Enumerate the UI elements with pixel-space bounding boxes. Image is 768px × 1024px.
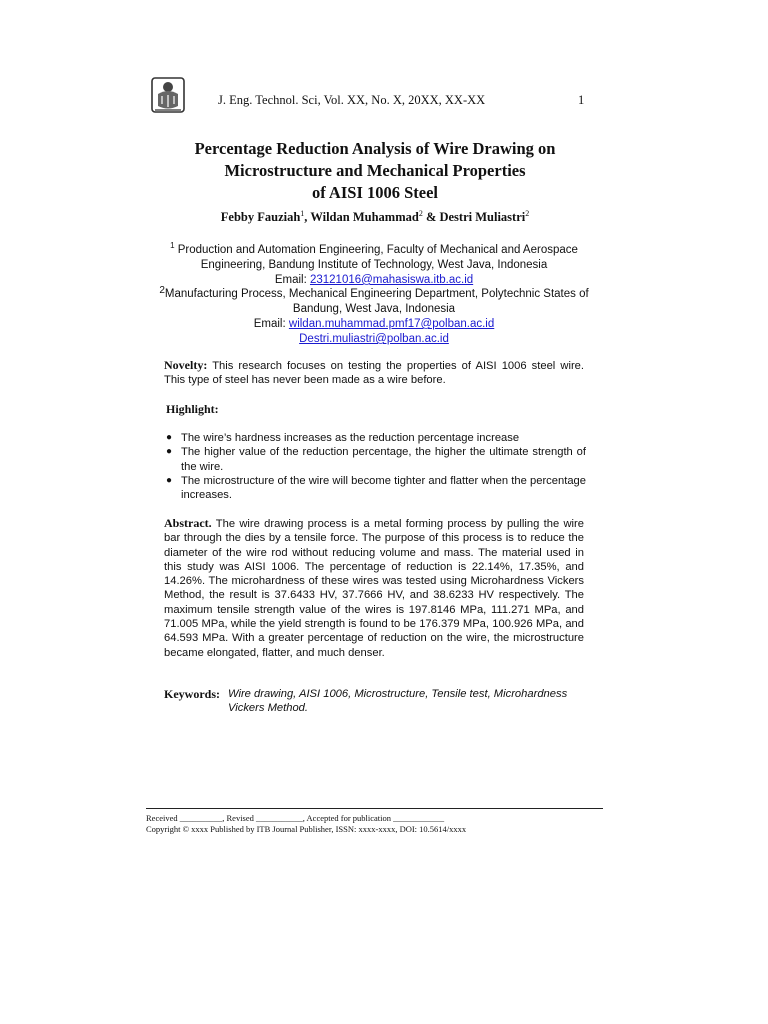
list-item — [164, 445, 586, 474]
abstract-text: The wire drawing process is a metal forming process by pulling the wire bar through the dies by a tensile force. The purpose of this process is to reduce the diameter of the wire rod without reducing volume and mass. The material used in this study was AISI 1006. The percentage of reduction is 22.14%, 17.35%, and 14.26%. The microhardness of these wires was tested using Microhardness Vickers Method, the result is 37.6433 HV, 37.7666 HV, and 38.6233 HV respectively. The maximum tensile strength value of the wires is 197.8146 MPa, 111.271 MPa, and 71.005 MPa, while the yield strength is found to be 176.379 MPa, 100.926 MPa, and 64.593 MPa. With a greater percentage of reduction on the wire, the microstructure became elongated, flatter, and much denser. — [164, 518, 584, 659]
novelty-paragraph — [164, 358, 584, 388]
email-link[interactable]: 23121016@mahasiswa.itb.ac.id — [309, 273, 474, 286]
email-link[interactable]: Destri.muliastri@polban.ac.id — [299, 333, 449, 345]
abstract-paragraph — [164, 516, 584, 660]
author-separator: & — [422, 210, 440, 225]
highlight-list — [164, 431, 586, 502]
novelty-label: Novelty: — [164, 358, 208, 372]
affiliation-marker: 1 — [170, 241, 175, 250]
itb-ganesha-logo-icon — [150, 76, 186, 114]
affiliation-1 — [150, 238, 598, 288]
page-number: 1 — [578, 93, 585, 107]
keywords-label: Keywords: — [164, 687, 220, 701]
affiliation-marker: 2 — [159, 285, 165, 296]
author-name: Destri Muliastri — [439, 210, 526, 225]
email-label: Email: — [274, 273, 310, 286]
received-line: Received __________, Revised ___________, Accepted for publication ____________ — [146, 813, 445, 823]
highlight-text: The microstructure of the wire will become tighter and flatter when the percentage increases. — [181, 474, 586, 502]
abstract-label: Abstract. — [164, 516, 212, 530]
title-line: Percentage Reduction Analysis of Wire Drawing on — [194, 139, 556, 158]
affiliation-text: Engineering, Bandung Institute of Technology, West Java, Indonesia — [200, 258, 548, 271]
list-item — [164, 431, 586, 445]
bullet-icon: ● — [166, 446, 173, 458]
keywords-text: Wire drawing, AISI 1006, Microstructure, Tensile test, Microhardness Vickers Method. — [228, 688, 568, 715]
bullet-icon: ● — [166, 432, 173, 443]
novelty-text: This research focuses on testing the properties of AISI 1006 steel wire. This type of steel has never been made as a wire before. — [164, 360, 584, 387]
running-head: J. Eng. Technol. Sci, Vol. XX, No. X, 20XX, XX-XX — [218, 93, 486, 107]
affiliation-text: Manufacturing Process, Mechanical Engineering Department, Polytechnic States of — [164, 288, 589, 300]
author-name: Wildan Muhammad — [310, 210, 419, 225]
author-affiliation-marker: 1 — [300, 209, 305, 218]
highlight-text: The wire’s hardness increases as the reduction percentage increase — [181, 432, 520, 444]
title-line: Microstructure and Mechanical Properties — [224, 161, 526, 180]
author-separator: , — [304, 210, 311, 225]
author-affiliation-marker: 2 — [418, 209, 423, 218]
email-label: Email: — [253, 318, 289, 330]
highlight-text: The higher value of the reduction percentage, the higher the ultimate strength of the wire. — [181, 446, 586, 473]
paper-title — [140, 138, 610, 204]
copyright-line: Copyright © xxxx Published by ITB Journal Publisher, ISSN: xxxx-xxxx, DOI: 10.5614/xxxx — [146, 824, 467, 834]
author-list — [140, 209, 610, 225]
title-line: of AISI 1006 Steel — [311, 183, 439, 202]
highlight-heading: Highlight: — [166, 402, 219, 416]
email-link[interactable]: wildan.muhammad.pmf17@polban.ac.id — [288, 318, 495, 330]
list-item — [164, 474, 586, 503]
bullet-icon: ● — [166, 474, 173, 486]
footer-divider — [146, 808, 603, 809]
affiliation-text: Bandung, West Java, Indonesia — [292, 303, 456, 315]
author-name: Febby Fauziah — [220, 210, 301, 225]
affiliation-2 — [150, 283, 598, 347]
affiliation-text: Production and Automation Engineering, Faculty of Mechanical and Aerospace — [174, 243, 578, 256]
author-affiliation-marker: 2 — [525, 209, 530, 218]
